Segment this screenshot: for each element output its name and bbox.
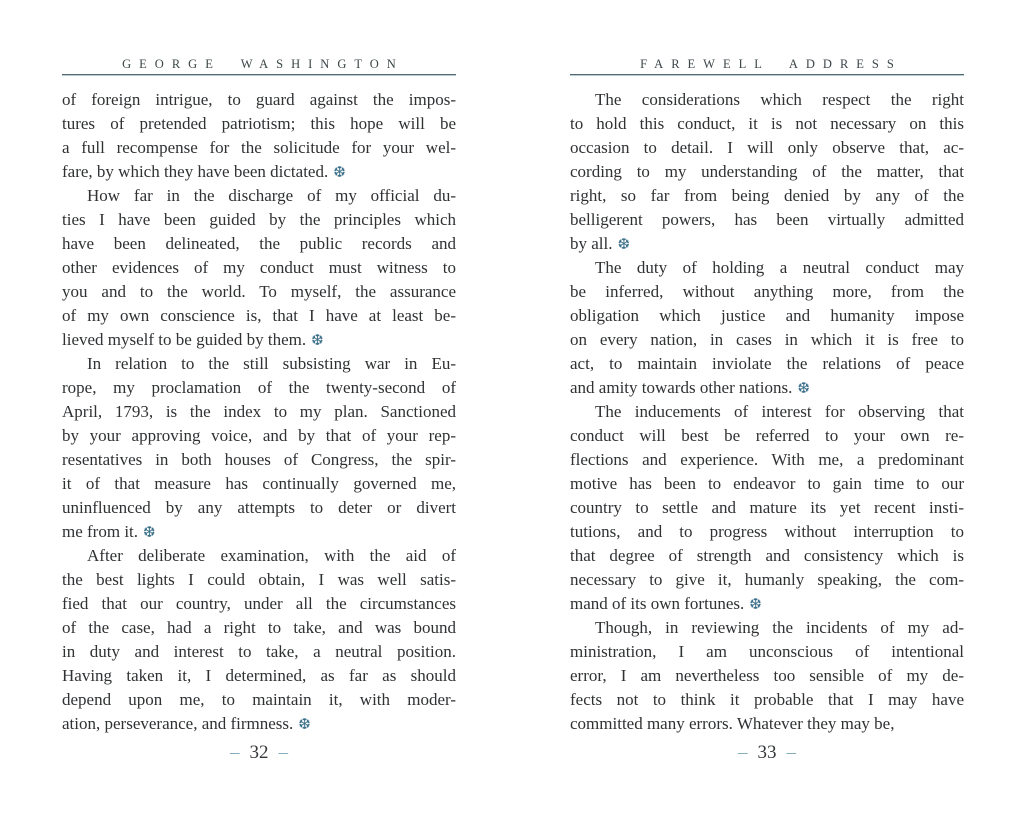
text-line: Having taken it, I determined, as far as should xyxy=(62,666,456,685)
text-line: How far in the discharge of my official du- xyxy=(87,186,456,205)
text-line: The inducements of interest for observing that xyxy=(595,402,964,421)
text-line: ministration, I am unconscious of intentional xyxy=(570,642,964,661)
text-line: it of that measure has continually governed me, xyxy=(62,474,456,493)
text-line: In relation to the still subsisting war in Eu- xyxy=(87,354,456,373)
text-line: country to settle and mature its yet recent insti- xyxy=(570,498,964,517)
text-line: fare, by which they have been dictated. ❆ xyxy=(62,162,346,181)
fleuron-ornament-icon: ❆ xyxy=(143,523,156,541)
text-line: depend upon me, to maintain it, with moder- xyxy=(62,690,456,709)
page-left xyxy=(62,57,456,766)
text-line: on every nation, in cases in which it is free to xyxy=(570,330,964,349)
running-head-right: FAREWELL ADDRESS xyxy=(640,57,902,71)
text-line: by your approving voice, and by that of your rep- xyxy=(62,426,456,445)
text-line: of my own conscience is, that I have at least be- xyxy=(62,306,456,325)
text-line: of foreign intrigue, to guard against the impos- xyxy=(62,90,456,109)
text-line: in duty and interest to take, a neutral position. xyxy=(62,642,456,661)
fleuron-ornament-icon: ❆ xyxy=(749,595,762,613)
text-line: April, 1793, is the index to my plan. Sanctioned xyxy=(62,402,456,421)
fleuron-ornament-icon: ❆ xyxy=(298,715,311,733)
text-line: Though, in reviewing the incidents of my ad- xyxy=(595,618,964,637)
header-rule xyxy=(62,74,456,75)
text-line: me from it. ❆ xyxy=(62,522,156,541)
folio-dash: – xyxy=(278,742,288,763)
text-line: motive has been to endeavor to gain time to our xyxy=(570,474,964,493)
text-line: belligerent powers, has been virtually admitted xyxy=(570,210,964,229)
folio-left xyxy=(62,740,456,766)
text-line: the best lights I could obtain, I was well satis- xyxy=(62,570,456,589)
text-line: resentatives in both houses of Congress, the spir- xyxy=(62,450,456,469)
text-line: act, to maintain inviolate the relations of peace xyxy=(570,354,964,373)
fleuron-ornament-icon: ❆ xyxy=(311,331,324,349)
text-line: ties I have been guided by the principles which xyxy=(62,210,456,229)
text-line: occasion to detail. I will only observe that, ac- xyxy=(570,138,964,157)
text-line: be inferred, without anything more, from the xyxy=(570,282,964,301)
fleuron-ornament-icon: ❆ xyxy=(333,163,346,181)
text-line: obligation which justice and humanity impose xyxy=(570,306,964,325)
text-line: lieved myself to be guided by them. ❆ xyxy=(62,330,324,349)
text-line: that degree of strength and consistency which is xyxy=(570,546,964,565)
text-line: conduct will best be referred to your own re- xyxy=(570,426,964,445)
text-line: tutions, and to progress without interruption to xyxy=(570,522,964,541)
text-line: have been delineated, the public records and xyxy=(62,234,456,253)
text-line: rope, my proclamation of the twenty-second of xyxy=(62,378,456,397)
text-line: flections and experience. With me, a predominant xyxy=(570,450,964,469)
text-line: The considerations which respect the right xyxy=(595,90,964,109)
page-right xyxy=(570,57,964,766)
text-line: a full recompense for the solicitude for your wel- xyxy=(62,138,456,157)
header-rule xyxy=(570,74,964,75)
text-line: fied that our country, under all the circumstances xyxy=(62,594,456,613)
text-line: tures of pretended patriotism; this hope will be xyxy=(62,114,456,133)
text-line: mand of its own fortunes. ❆ xyxy=(570,594,762,613)
text-line: by all. ❆ xyxy=(570,234,631,253)
fleuron-ornament-icon: ❆ xyxy=(797,379,810,397)
text-line: The duty of holding a neutral conduct may xyxy=(595,258,964,277)
page-number: 32 xyxy=(249,742,269,763)
text-line: of the case, had a right to take, and was bound xyxy=(62,618,456,637)
folio-dash: – xyxy=(738,742,748,763)
text-line: right, so far from being denied by any of the xyxy=(570,186,964,205)
text-line: committed many errors. Whatever they may be, xyxy=(570,714,895,733)
text-line: fects not to think it probable that I may have xyxy=(570,690,964,709)
page-body-left xyxy=(62,88,456,736)
text-line: to hold this conduct, it is not necessary on this xyxy=(570,114,964,133)
text-line: ation, perseverance, and firmness. ❆ xyxy=(62,714,311,733)
text-line: necessary to give it, humanly speaking, the com- xyxy=(570,570,964,589)
page-number: 33 xyxy=(757,742,777,763)
page-body-right xyxy=(570,88,964,736)
text-line: After deliberate examination, with the aid of xyxy=(87,546,456,565)
fleuron-ornament-icon: ❆ xyxy=(617,235,631,253)
text-line: you and to the world. To myself, the assurance xyxy=(62,282,456,301)
text-line: uninfluenced by any attempts to deter or divert xyxy=(62,498,456,517)
folio-dash: – xyxy=(786,742,796,763)
text-line: error, I am nevertheless too sensible of my de- xyxy=(570,666,964,685)
text-line: other evidences of my conduct must witness to xyxy=(62,258,456,277)
folio-dash: – xyxy=(230,742,240,763)
folio-right xyxy=(570,740,964,766)
text-line: cording to my understanding of the matter, that xyxy=(570,162,964,181)
text-line: and amity towards other nations. ❆ xyxy=(570,378,810,397)
running-head-left: GEORGE WASHINGTON xyxy=(122,57,404,71)
